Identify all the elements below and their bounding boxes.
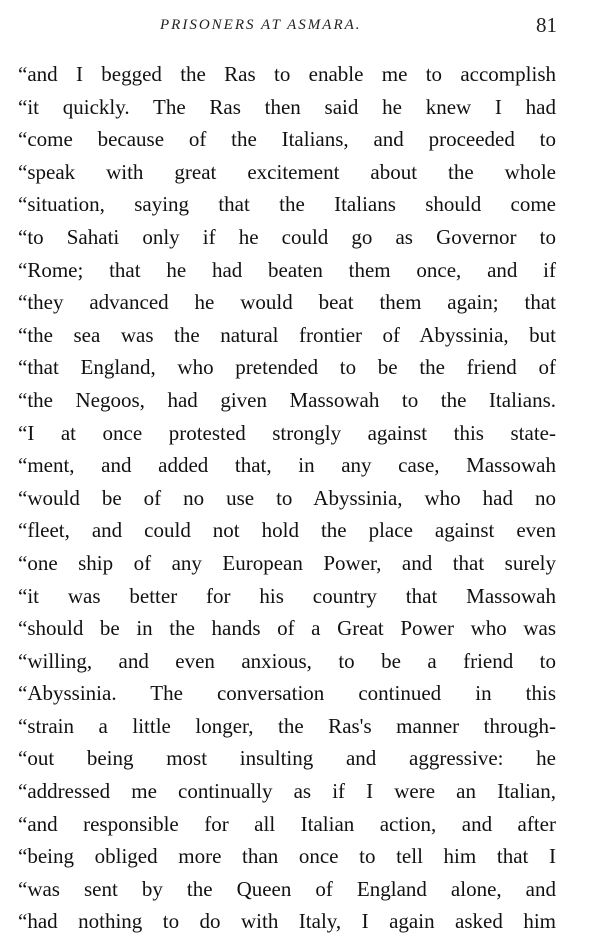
running-title: PRISONERS AT ASMARA. [160,17,362,33]
text-line: “I at once protested strongly against this state- [18,420,556,445]
text-line: “had nothing to do with Italy, I again asked him [18,909,556,934]
text-line: “willing, and even anxious, to be a friend to [18,648,556,673]
text-line: “come because of the Italians, and proceeded to [18,127,556,152]
text-line: “one ship of any European Power, and that surely [18,550,556,575]
text-line: “that England, who pretended to be the friend of [18,355,556,380]
page-number: 81 [536,13,557,37]
text-line: “to Sahati only if he could go as Governor to [18,224,556,249]
text-line: “the Negoos, had given Massowah to the Italians. [18,387,556,412]
text-line: “situation, saying that the Italians should come [18,192,556,217]
text-line: “would be of no use to Abyssinia, who had no [18,485,556,510]
text-line: “Rome; that he had beaten them once, and if [18,257,556,282]
text-line: “the sea was the natural frontier of Abyssinia, but [18,322,556,347]
text-line: “speak with great excitement about the whole [18,159,556,184]
text-line: “out being most insulting and aggressive: he [18,746,556,771]
text-line: “should be in the hands of a Great Power who was [18,616,556,641]
text-line: “fleet, and could not hold the place against even [18,518,556,543]
text-line: “and responsible for all Italian action, and after [18,811,556,836]
text-line: “they advanced he would beat them again; that [18,290,556,315]
running-head [0,12,613,42]
text-line: “ment, and added that, in any case, Massowah [18,453,556,478]
text-line: “and I begged the Ras to enable me to accomplish [18,62,556,86]
text-line: “it was better for his country that Massowah [18,583,556,608]
text-line: “Abyssinia. The conversation continued in this [18,681,556,706]
text-line: “being obliged more than once to tell him that I [18,844,556,869]
body-text [18,58,556,938]
text-line: “strain a little longer, the Ras's manner through- [18,713,556,738]
text-line: “it quickly. The Ras then said he knew I had [18,94,556,119]
text-line: “addressed me continually as if I were an Italian, [18,779,556,804]
text-line: “was sent by the Queen of England alone, and [18,876,556,901]
